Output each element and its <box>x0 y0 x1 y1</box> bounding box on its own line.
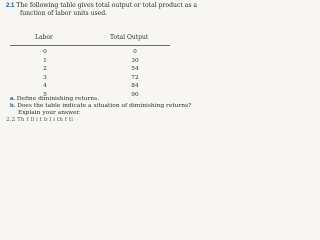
table-row <box>10 66 170 74</box>
next-problem-cut-off: 2.2 Th f ll i t b l i th f ti <box>6 117 73 123</box>
header-divider <box>10 45 170 46</box>
question-a-text: Define diminishing returns. <box>16 96 99 102</box>
labor-column-header: Labor <box>35 34 53 41</box>
total-output-column-header: Total Output <box>110 34 149 41</box>
output-cell: 30 <box>131 57 139 64</box>
question-a <box>10 96 190 103</box>
question-b-text-2: Explain your answer. <box>18 109 81 116</box>
labor-cell: 2 <box>43 66 47 72</box>
labor-cell: 4 <box>43 83 47 89</box>
output-cell: 90 <box>131 91 139 98</box>
question-b <box>10 103 190 110</box>
labor-cell: 5 <box>43 91 47 98</box>
labor-cell: 0 <box>43 49 47 55</box>
labor-cell: 3 <box>43 74 47 81</box>
question-a-letter: a. <box>10 96 15 102</box>
question-b-text: Does the table indicate a situation of diminishing returns? <box>17 102 192 109</box>
problem-prompt-line-2: function of labor units used. <box>20 10 108 18</box>
table-row <box>10 58 170 66</box>
table-row <box>10 49 170 57</box>
labor-cell: 1 <box>43 57 47 64</box>
problem-prompt-line-1: The following table gives total output or total product as a <box>16 2 198 9</box>
problem-statement <box>6 2 198 18</box>
question-b-letter: b. <box>10 102 16 109</box>
question-list <box>10 96 190 117</box>
output-cell: 84 <box>131 83 139 89</box>
problem-line-1 <box>6 2 198 10</box>
output-cell: 0 <box>133 49 137 55</box>
problem-number: 2.1 <box>6 3 15 9</box>
table-row <box>10 83 170 91</box>
textbook-page <box>0 0 200 121</box>
table-row <box>10 75 170 83</box>
output-cell: 72 <box>131 74 139 81</box>
output-cell: 54 <box>131 66 139 72</box>
